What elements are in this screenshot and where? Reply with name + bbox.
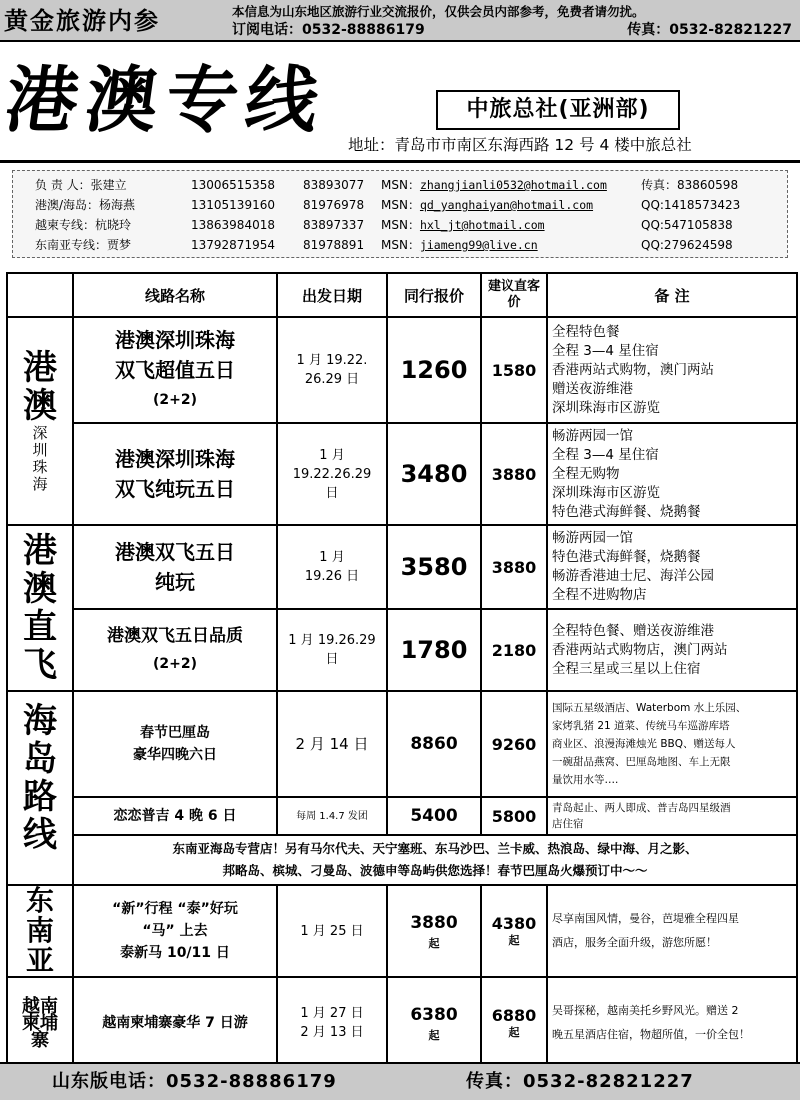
route-line: 纯玩: [155, 570, 195, 594]
retail-price: 9260: [481, 691, 547, 797]
note-line: 全程无购物: [552, 465, 620, 482]
retail-price: 5800: [481, 797, 547, 835]
table-row: [7, 525, 797, 609]
price-value: 3880: [410, 913, 458, 933]
routes-table: [6, 272, 798, 1070]
retail-suffix: 起: [508, 933, 520, 947]
category-hk-macau-direct: 港澳直飞: [7, 525, 73, 691]
note-line: 香港两站式购物店，澳门两站: [552, 641, 728, 658]
note-line: 全程不进购物店: [552, 587, 647, 603]
note-line: 家烤乳猪 21 道菜、传统马车巡游库塔: [552, 720, 730, 732]
note-line: 一碗甜品燕窝、巴厘岛地图、车上无限: [552, 756, 731, 768]
note-line: 赠送夜游维港: [552, 380, 633, 397]
trade-price: 1780: [387, 609, 481, 691]
contact-phone: 81978891: [303, 238, 365, 252]
note-line: 深圳珠海市区游览: [552, 399, 660, 416]
contact-row: [13, 195, 789, 215]
note-line: 特色港式海鲜餐、烧鹅餐: [552, 503, 701, 520]
table-row: [7, 977, 797, 1069]
route-line: 豪华四晚六日: [133, 747, 217, 763]
note-line: 店住宿: [552, 818, 584, 830]
msn-email-link[interactable]: hxl_jt@hotmail.com: [419, 218, 545, 232]
notes-cell: [547, 977, 797, 1069]
retail-value: 6880: [491, 1005, 537, 1025]
contact-msn: [381, 235, 538, 255]
note-line: 特色港式海鲜餐，烧鹅餐: [552, 549, 701, 565]
note-line: 深圳珠海市区游览: [552, 484, 660, 501]
note-line: 全程特色餐、赠送夜游维港: [552, 622, 714, 639]
retail-price: 2180: [481, 609, 547, 691]
category-southeast-asia: 东南亚: [7, 885, 73, 977]
footer-fax: 传真：0532-82821227: [466, 1071, 694, 1092]
contact-phone: 83897337: [303, 218, 365, 232]
contact-row: [13, 175, 789, 195]
route-line: 港澳深圳珠海: [115, 447, 235, 471]
order-phone: 订阅电话：0532-88886179: [232, 22, 425, 38]
msn-email-link[interactable]: jiameng99@live.cn: [419, 238, 538, 252]
note-line: 全程 3—4 星住宿: [552, 446, 659, 463]
table-row: [7, 423, 797, 525]
category-sublabel: 深圳珠海: [32, 424, 48, 493]
contact-qq: QQ:279624598: [641, 238, 733, 252]
contact-name: 港澳/海岛：杨海燕: [35, 198, 136, 212]
departure-date: 1 月 19.22.26.29 日: [277, 423, 387, 525]
retail-price: [481, 977, 547, 1069]
route-name[interactable]: [73, 525, 277, 609]
contact-msn: [381, 215, 545, 235]
promo-banner-row: [7, 835, 797, 885]
note-line: 商业区、浪漫海滩烛光 BBQ、赠送每人: [552, 738, 736, 750]
route-line: 港澳深圳珠海: [115, 328, 235, 352]
departure-date: 1 月 25 日: [277, 885, 387, 977]
contact-msn: [381, 175, 607, 195]
header-route-name: 线路名称: [73, 273, 277, 317]
table-row: [7, 885, 797, 977]
contact-phone: 81976978: [303, 198, 365, 212]
trade-price: 3480: [387, 423, 481, 525]
msn-label: MSN：: [381, 198, 420, 212]
note-line: 香港两站式购物，澳门两站: [552, 361, 714, 378]
route-line: 泰新马 10/11 日: [120, 945, 230, 961]
notes-cell: [547, 423, 797, 525]
agency-name: 中旅总社(亚洲部): [436, 90, 680, 130]
retail-price: 1580: [481, 317, 547, 423]
note-line: 畅游两园一馆: [552, 530, 633, 546]
departure-date: [277, 977, 387, 1069]
date-line: 2 月 13 日: [300, 1025, 364, 1040]
note-line: 全程特色餐: [552, 323, 620, 340]
msn-label: MSN：: [381, 238, 420, 252]
category-island-routes: 海岛路线: [7, 691, 73, 885]
header-fax: 传真：0532-82821227: [627, 22, 792, 38]
route-line: 恋恋普吉 4 晚 6 日: [113, 808, 237, 824]
route-line: 春节巴厘岛: [140, 725, 210, 741]
trade-price: 3580: [387, 525, 481, 609]
contact-qq: QQ:1418573423: [641, 198, 741, 212]
notes-cell: [547, 317, 797, 423]
route-name[interactable]: [73, 609, 277, 691]
note-line: 酒店，服务全面升级，游您所愿！: [552, 936, 717, 949]
promo-line: 邦略岛、槟城、刁曼岛、波德申等岛屿供您选择！春节巴厘岛火爆预订中～～: [222, 863, 648, 878]
table-row: [7, 317, 797, 423]
category-hk-macau: [7, 317, 73, 525]
contact-msn: [381, 195, 593, 215]
contact-qq: QQ:547105838: [641, 218, 733, 232]
route-name[interactable]: [73, 691, 277, 797]
note-line: 畅游两园一馆: [552, 427, 633, 444]
footer: [0, 1064, 800, 1100]
msn-email-link[interactable]: zhangjianli0532@hotmail.com: [419, 178, 607, 192]
table-row: [7, 797, 797, 835]
notes-cell: [547, 691, 797, 797]
retail-price: 3880: [481, 423, 547, 525]
route-name[interactable]: [73, 797, 277, 835]
header-category: [7, 273, 73, 317]
footer-phone: 山东版电话：0532-88886179: [52, 1071, 337, 1092]
notes-cell: [547, 609, 797, 691]
trade-price: 8860: [387, 691, 481, 797]
trade-price: 1260: [387, 317, 481, 423]
route-line: 港澳双飞五日品质: [107, 626, 243, 646]
departure-date: 每周 1.4.7 发团: [277, 797, 387, 835]
contact-mobile: 13792871954: [191, 238, 275, 252]
route-line: 港澳双飞五日: [115, 540, 235, 564]
departure-date: 1 月 19.26.29 日: [277, 609, 387, 691]
category-vietnam-cambodia: 越南柬埔寨: [7, 977, 73, 1069]
category-label: 港澳: [23, 348, 57, 426]
table-row: [7, 691, 797, 797]
note-line: 国际五星级酒店、Waterbom 水上乐园、: [552, 702, 747, 714]
notes-cell: [547, 525, 797, 609]
notes-cell: [547, 797, 797, 835]
contact-fax: 传真：83860598: [641, 178, 739, 192]
header-trade-price: 同行报价: [387, 273, 481, 317]
note-line: 畅游香港迪士尼、海洋公园: [552, 568, 714, 584]
route-name[interactable]: [73, 977, 277, 1069]
trade-price: [387, 977, 481, 1069]
msn-email-link[interactable]: qd_yanghaiyan@hotmail.com: [419, 198, 594, 212]
notes-cell: [547, 885, 797, 977]
page-title: 港澳专线: [0, 57, 333, 142]
route-name[interactable]: [73, 423, 277, 525]
retail-value: 4380: [491, 913, 537, 933]
price-suffix: 起: [428, 1029, 440, 1042]
note-line: 全程 3—4 星住宿: [552, 342, 659, 359]
route-line: (2+2): [152, 656, 197, 672]
contact-name: 负 责 人：张建立: [35, 178, 127, 192]
route-line: (2+2): [152, 392, 197, 408]
contact-mobile: 13105139160: [191, 198, 275, 212]
route-line: “新”行程 “泰”好玩: [112, 901, 238, 917]
brand-name: 黄金旅游内参: [4, 7, 160, 35]
departure-date: 1 月 19.26 日: [277, 525, 387, 609]
contact-row: [13, 235, 789, 255]
departure-date: 1 月 19.22. 26.29 日: [277, 317, 387, 423]
contact-phone: 83893077: [303, 178, 365, 192]
contact-name: 东南亚专线：贾梦: [35, 238, 132, 252]
header-retail-price: 建议直客价: [481, 273, 547, 317]
route-name[interactable]: [73, 317, 277, 423]
contact-name: 越柬专线：杭晓玲: [35, 218, 132, 232]
promo-line: 东南亚海岛专营店！另有马尔代夫、天宁塞班、东马沙巴、兰卡威、热浪岛、绿中海、月之影、: [172, 841, 698, 856]
table-row: [7, 609, 797, 691]
top-banner: [0, 0, 800, 42]
date-line: 1 月 27 日: [300, 1006, 364, 1021]
route-line: 双飞纯玩五日: [115, 477, 235, 501]
note-line: 量饮用水等….: [552, 774, 619, 786]
route-line: 越南柬埔寨豪华 7 日游: [102, 1015, 248, 1031]
promo-banner: [73, 835, 797, 885]
route-line: 双飞超值五日: [115, 358, 235, 382]
trade-price: 5400: [387, 797, 481, 835]
note-line: 晚五星酒店住宿，物超所值，一价全包！: [552, 1028, 750, 1041]
contact-mobile: 13863984018: [191, 218, 275, 232]
msn-label: MSN：: [381, 218, 420, 232]
route-name[interactable]: [73, 885, 277, 977]
route-line: “马” 上去: [142, 923, 208, 939]
price-value: 6380: [410, 1005, 458, 1025]
header-departure-date: 出发日期: [277, 273, 387, 317]
table-header-row: [7, 273, 797, 317]
note-line: 全程三星或三星以上住宿: [552, 660, 701, 677]
divider: [0, 160, 800, 163]
agency-address: 地址：青岛市市南区东海西路 12 号 4 楼中旅总社: [348, 136, 692, 154]
member-notice: 本信息为山东地区旅游行业交流报价，仅供会员内部参考，免费者请勿扰。: [232, 4, 645, 19]
price-suffix: 起: [428, 937, 440, 950]
note-line: 尽享南国风情，曼谷，芭堤雅全程四星: [552, 912, 739, 925]
header-notes: 备 注: [547, 273, 797, 317]
retail-price: [481, 885, 547, 977]
retail-suffix: 起: [508, 1025, 520, 1039]
contact-mobile: 13006515358: [191, 178, 275, 192]
departure-date: 2 月 14 日: [277, 691, 387, 797]
note-line: 吴哥探秘，越南美托乡野风光。赠送 2: [552, 1004, 739, 1017]
contact-row: [13, 215, 789, 235]
note-line: 青岛起止、两人即成、普吉岛四星级酒: [552, 802, 731, 814]
retail-price: 3880: [481, 525, 547, 609]
trade-price: [387, 885, 481, 977]
contact-list: [12, 170, 788, 258]
msn-label: MSN：: [381, 178, 420, 192]
